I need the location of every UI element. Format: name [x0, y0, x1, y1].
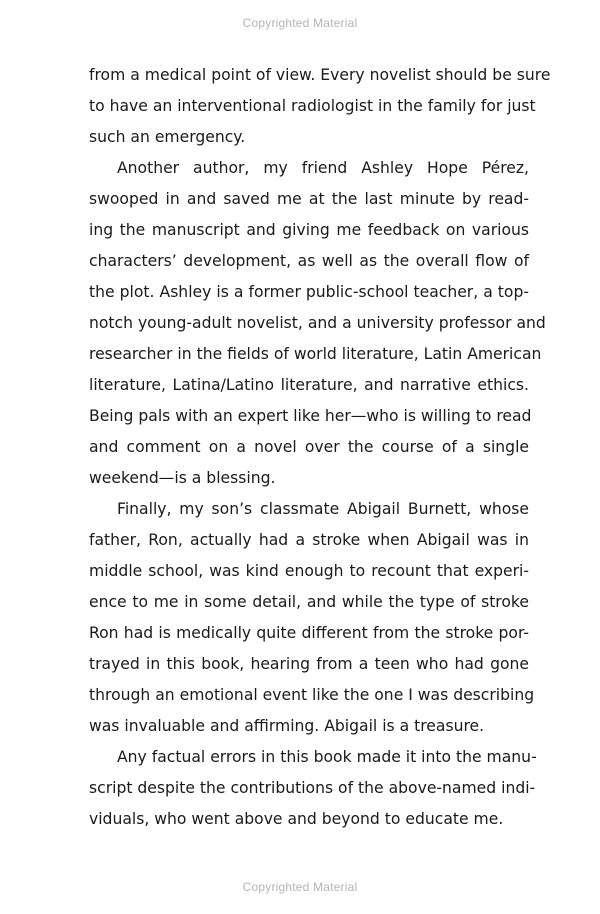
- paragraph: [89, 153, 546, 494]
- paragraph: [89, 494, 535, 742]
- copyright-watermark-top: Copyrighted Material: [242, 16, 358, 30]
- copyright-watermark-bottom: Copyrighted Material: [242, 880, 358, 894]
- text-line: characters’ development, as well as the overall flow of: [89, 252, 529, 270]
- text-line: was invaluable and affirming. Abigail is a treasure.: [89, 717, 485, 735]
- text-line: weekend—is a blessing.: [89, 469, 276, 487]
- text-line: such an emergency.: [89, 128, 246, 146]
- text-line: swooped in and saved me at the last minute by read-: [89, 190, 529, 208]
- text-line: Another author, my friend Ashley Hope Pérez,: [117, 159, 529, 177]
- text-line: Being pals with an expert like her—who is willing to read: [89, 407, 532, 425]
- text-line: trayed in this book, hearing from a teen who had gone: [89, 655, 529, 673]
- text-line: and comment on a novel over the course of a single: [89, 438, 529, 456]
- text-line: viduals, who went above and beyond to educate me.: [89, 810, 504, 828]
- text-line: the plot. Ashley is a former public-school teacher, a top-: [89, 283, 529, 301]
- paragraph: [89, 60, 551, 153]
- text-line: through an emotional event like the one I was describing: [89, 686, 535, 704]
- text-line: Ron had is medically quite different from the stroke por-: [89, 624, 529, 642]
- text-line: to have an interventional radiologist in the family for just: [89, 97, 536, 115]
- text-line: notch young-adult novelist, and a university professor and: [89, 314, 546, 332]
- text-line: researcher in the fields of world literature, Latin American: [89, 345, 542, 363]
- text-line: father, Ron, actually had a stroke when Abigail was in: [89, 531, 529, 549]
- page-body: [89, 60, 551, 835]
- text-line: ing the manuscript and giving me feedback on various: [89, 221, 529, 239]
- paragraph: [89, 742, 537, 835]
- text-line: Finally, my son’s classmate Abigail Burnett, whose: [117, 500, 529, 518]
- text-line: script despite the contributions of the above-named indi-: [89, 779, 536, 797]
- text-line: ence to me in some detail, and while the type of stroke: [89, 593, 529, 611]
- text-line: from a medical point of view. Every novelist should be sure: [89, 66, 551, 84]
- text-line: literature, Latina/Latino literature, and narrative ethics.: [89, 376, 529, 394]
- text-line: Any factual errors in this book made it into the manu-: [117, 748, 537, 766]
- text-line: middle school, was kind enough to recount that experi-: [89, 562, 529, 580]
